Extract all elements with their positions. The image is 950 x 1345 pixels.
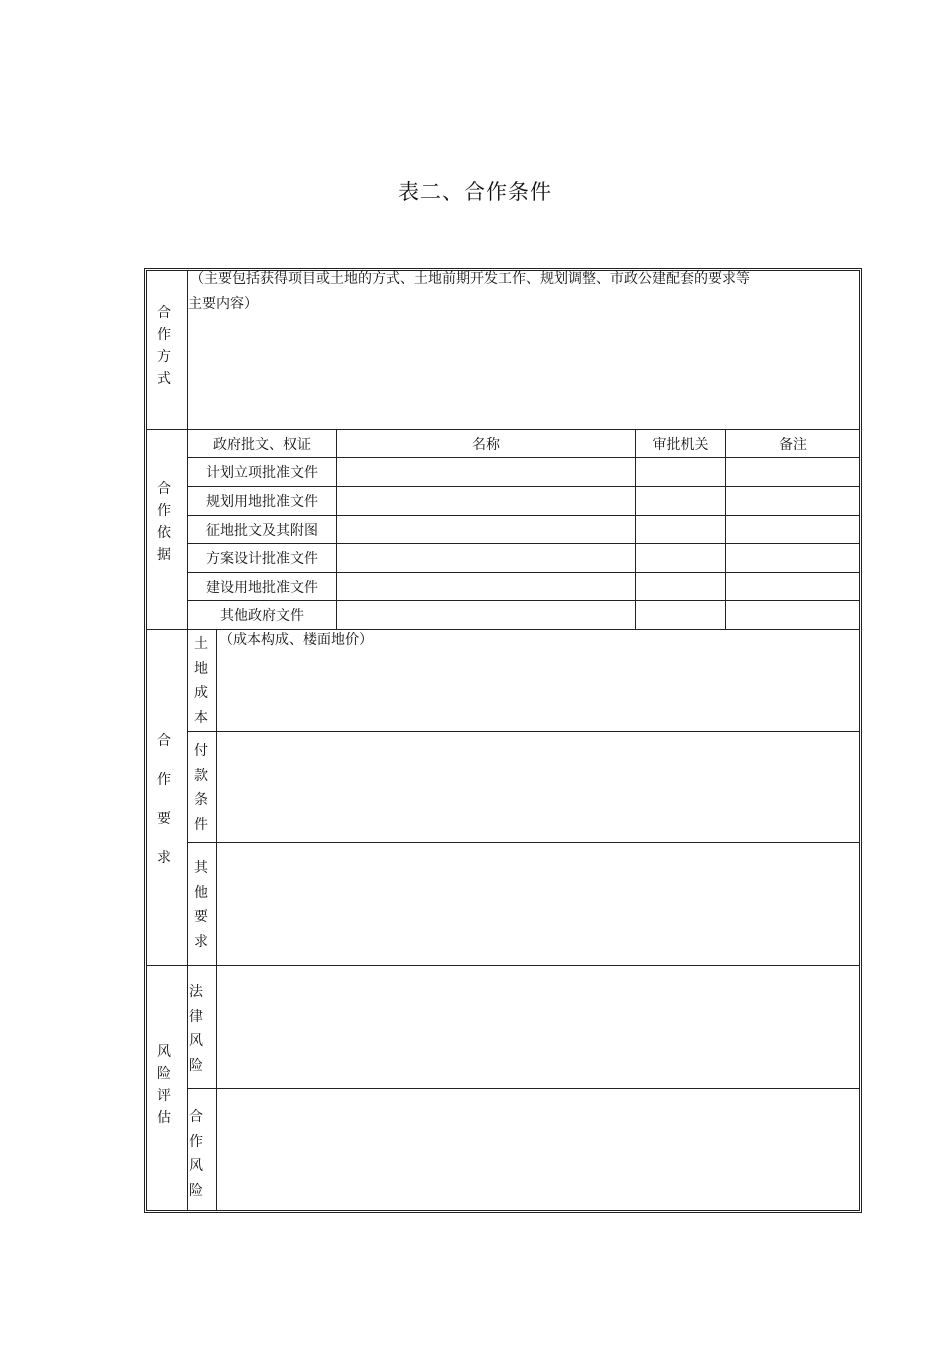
- divider: [146, 965, 860, 966]
- cooperation-risk-content[interactable]: [218, 1090, 858, 1210]
- mode-note-line1: （主要包括获得项目或土地的方式、土地前期开发工作、规划调整、市政公建配套的要求等: [190, 271, 750, 287]
- basis-header-document: 政府批文、权证: [213, 436, 311, 453]
- basis-row-label: 规划用地批准文件: [206, 494, 318, 510]
- risk-section-label: 风 险 评 估: [157, 1044, 171, 1126]
- divider: [635, 430, 636, 629]
- divider: [336, 430, 337, 629]
- land-cost-label: 土 地 成 本: [194, 636, 208, 726]
- basis-row-label: 征地批文及其附图: [206, 522, 318, 539]
- legal-risk-content[interactable]: [218, 968, 858, 1087]
- divider: [188, 842, 860, 843]
- mode-section-label: 合 作 方 式: [157, 305, 171, 387]
- payment-terms-label: 付 款 条 件: [194, 743, 208, 833]
- cooperation-risk-label: 合 作 风 险: [189, 1109, 203, 1199]
- divider: [725, 430, 726, 629]
- divider: [188, 1088, 860, 1089]
- page-title: 表二、合作条件: [398, 180, 552, 204]
- basis-row-label: 方案设计批准文件: [206, 551, 318, 567]
- basis-section-label: 合 作 依 据: [157, 481, 171, 563]
- mode-note-line2: 主要内容）: [188, 296, 258, 312]
- divider: [216, 630, 217, 965]
- divider: [146, 629, 860, 630]
- legal-risk-label: 法 律 风 险: [189, 984, 203, 1074]
- basis-row-label: 建设用地批准文件: [206, 579, 318, 596]
- mode-content-area[interactable]: [188, 316, 858, 426]
- other-requirements-content[interactable]: [218, 844, 858, 964]
- basis-row-label: 其他政府文件: [220, 608, 304, 624]
- basis-header-authority: 审批机关: [652, 436, 709, 453]
- other-requirements-label: 其 他 要 求: [194, 860, 208, 950]
- payment-terms-content[interactable]: [218, 733, 858, 841]
- land-cost-note: （成本构成、楼面地价）: [219, 632, 373, 648]
- basis-header-name: 名称: [472, 436, 500, 453]
- basis-row-label: 计划立项批准文件: [206, 465, 318, 481]
- divider: [188, 731, 860, 732]
- requirements-section-label: 合 作 要 求: [157, 733, 171, 866]
- basis-header-remarks: 备注: [779, 436, 807, 453]
